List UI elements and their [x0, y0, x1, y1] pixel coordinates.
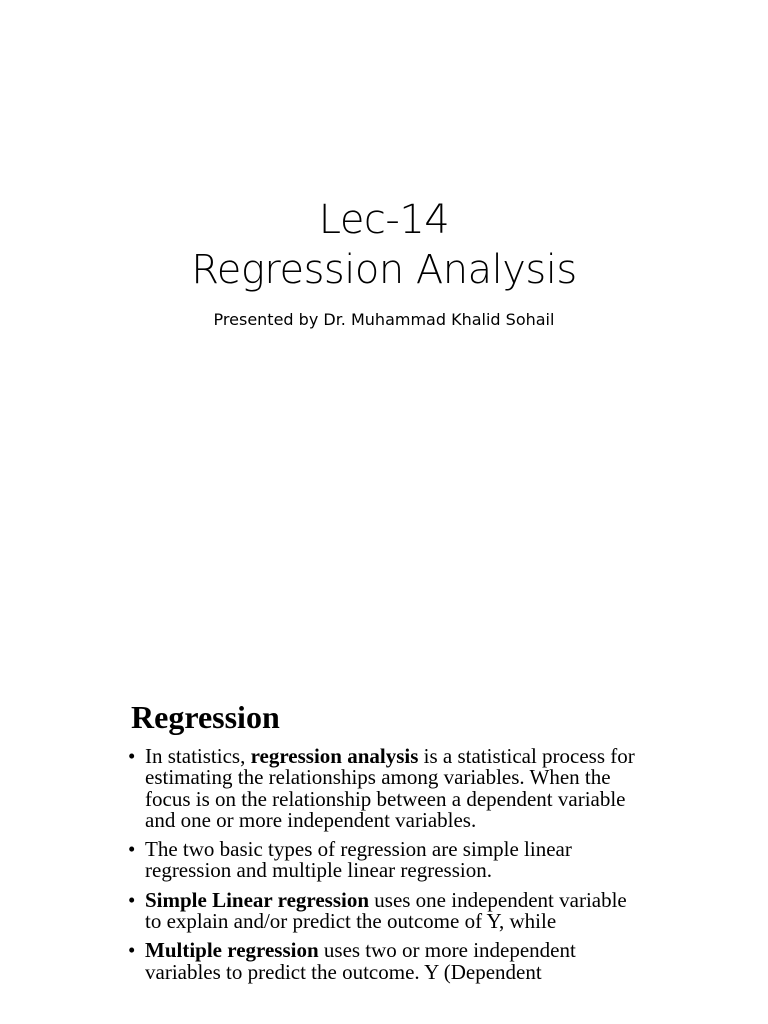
- bullet-text-bold: regression analysis: [250, 744, 419, 768]
- bullet-marker: •: [128, 744, 136, 768]
- bullet-text-bold: Simple Linear regression: [145, 887, 370, 912]
- bullet-item: [128, 839, 648, 882]
- bullet-text-post: uses one independent variable to explain and/or predict the outcome of Y, while: [145, 887, 627, 934]
- bullet-text-pre: In statistics,: [145, 744, 251, 768]
- bullet-text-bold: Multiple regression: [145, 938, 319, 963]
- regression-slide: [0, 640, 768, 1024]
- lecture-number-title: Lec-14: [318, 197, 450, 243]
- bullet-marker: •: [128, 938, 136, 963]
- bullet-marker: •: [128, 837, 136, 862]
- bullet-text-post: uses two or more independent variables to predict the outcome. Y (Dependent: [145, 938, 576, 984]
- bullet-list: [128, 746, 648, 991]
- bullet-marker: •: [128, 887, 136, 912]
- bullet-text-post: is a statistical process for estimating the relationships among variables. When the focus is on the relationship between a dependent variable and one or more independent variables.: [145, 744, 635, 832]
- presenter-subtitle: Presented by Dr. Muhammad Khalid Sohail: [213, 310, 555, 329]
- bullet-item: [128, 887, 648, 934]
- lecture-topic-title: Regression Analysis: [191, 247, 577, 293]
- bullet-item: [128, 940, 648, 983]
- bullet-text-pre: The two basic types of regression are simple linear regression and multiple linear regression.: [145, 837, 572, 883]
- bullet-item: [128, 746, 648, 831]
- slide-heading: Regression: [131, 699, 280, 735]
